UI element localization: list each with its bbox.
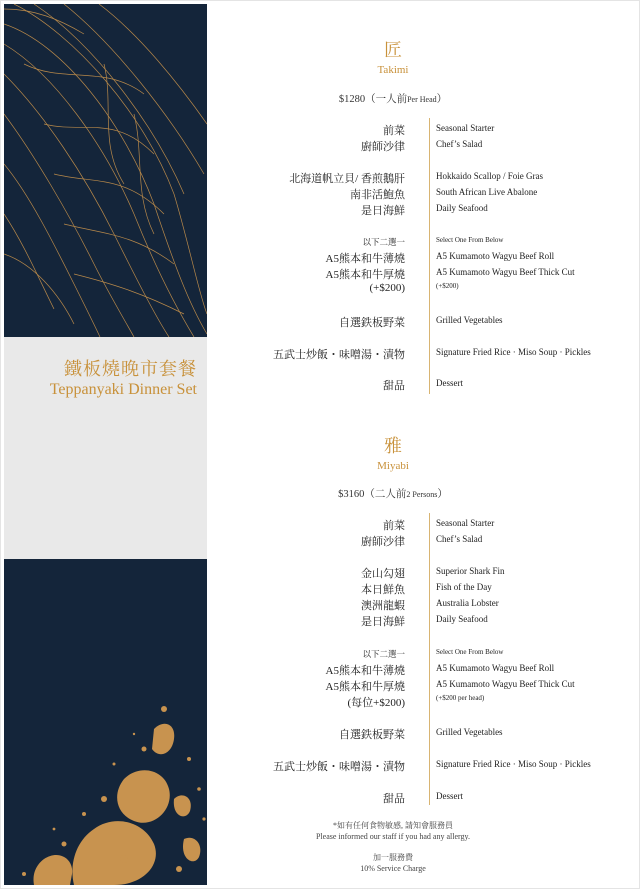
menu-item-surcharge — [207, 694, 640, 710]
menu-item — [207, 122, 640, 138]
menu-item — [207, 533, 640, 549]
menu-choice-header — [207, 646, 640, 662]
takimi-title-english: Takimi — [377, 64, 409, 76]
menu-item — [207, 597, 640, 613]
item-name-chinese: A5熊本和牛厚燒 — [325, 269, 405, 281]
item-name-english: A5 Kumamoto Wagyu Beef Thick Cut — [436, 679, 575, 689]
item-name-chinese: 是日海鮮 — [361, 616, 405, 628]
decorative-side-panel — [4, 4, 207, 885]
item-name-english: Daily Seafood — [436, 203, 488, 213]
item-name-english: Seasonal Starter — [436, 518, 495, 528]
item-name-chinese: 自選鉄板野菜 — [339, 729, 405, 741]
item-name-english: Signature Fried Rice · Miso Soup · Pickles — [436, 347, 591, 357]
item-name-english: Fish of the Day — [436, 582, 492, 592]
set-title-chinese: 鐵板燒晚市套餐 — [64, 359, 197, 379]
menu-item-surcharge — [207, 282, 640, 298]
miyabi-heading — [207, 432, 579, 472]
menu-item — [207, 314, 640, 330]
item-name-english: Chef’s Salad — [436, 534, 483, 544]
miyabi-price — [207, 486, 579, 501]
menu-item — [207, 250, 640, 266]
leaf-line-illustration — [4, 4, 207, 337]
item-name-chinese: 五武士炒飯・味噌湯・漬物 — [273, 349, 405, 361]
allergy-note — [207, 820, 579, 842]
item-name-english: South African Live Abalone — [436, 187, 538, 197]
menu-content — [207, 0, 640, 889]
set-title-panel — [4, 337, 207, 559]
item-name-chinese: 廚師沙律 — [361, 141, 405, 153]
menu-item — [207, 613, 640, 629]
menu-item — [207, 581, 640, 597]
item-name-chinese: 金山勾翅 — [361, 568, 405, 580]
surcharge-chinese: (每位+$200) — [347, 697, 405, 709]
takimi-title-chinese: 匠 — [384, 40, 402, 60]
item-name-chinese: A5熊本和牛薄燒 — [325, 253, 405, 265]
item-name-english: Superior Shark Fin — [436, 566, 505, 576]
surcharge-chinese: (+$200) — [369, 282, 405, 294]
menu-item — [207, 678, 640, 694]
menu-item — [207, 186, 640, 202]
item-name-english: A5 Kumamoto Wagyu Beef Roll — [436, 663, 555, 673]
menu-item — [207, 377, 640, 393]
menu-item — [207, 517, 640, 533]
choice-header-chinese: 以下二選一 — [362, 237, 405, 247]
item-name-chinese: 南非活鮑魚 — [350, 189, 405, 201]
item-name-chinese: 甜品 — [383, 793, 405, 805]
menu-item — [207, 346, 640, 362]
surcharge-english: (+$200 per head) — [436, 694, 485, 702]
item-name-english: Australia Lobster — [436, 598, 499, 608]
item-name-english: Grilled Vegetables — [436, 315, 503, 325]
choice-header-chinese: 以下二選一 — [362, 649, 405, 659]
miyabi-price-close: ） — [437, 489, 448, 500]
set-title-english: Teppanyaki Dinner Set — [49, 381, 197, 398]
gold-splatter-illustration — [4, 559, 207, 885]
item-name-english: Signature Fried Rice · Miso Soup · Pickles — [436, 759, 591, 769]
miyabi-price-unit: 2 Persons — [406, 490, 438, 499]
menu-item — [207, 790, 640, 806]
service-charge-english: 10% Service Charge — [360, 864, 426, 873]
allergy-note-english: Please informed our staff if you had any allergy. — [315, 832, 471, 841]
surcharge-english: (+$200) — [436, 282, 459, 290]
item-name-chinese: 前菜 — [383, 125, 405, 137]
item-name-english: A5 Kumamoto Wagyu Beef Thick Cut — [436, 267, 575, 277]
menu-item — [207, 202, 640, 218]
takimi-price — [207, 91, 579, 106]
miyabi-title-chinese: 雅 — [384, 436, 402, 456]
item-name-chinese: A5熊本和牛厚燒 — [325, 681, 405, 693]
menu-item — [207, 138, 640, 154]
menu-item — [207, 565, 640, 581]
item-name-chinese: 本日鮮魚 — [361, 584, 405, 596]
gold-leaf-artwork — [4, 4, 207, 337]
item-name-english: Hokkaido Scallop / Foie Gras — [436, 171, 543, 181]
miyabi-price-amount: $3160（二人前 — [338, 489, 407, 500]
takimi-price-amount: $1280（一人前 — [338, 94, 408, 105]
item-name-chinese: 北海道帆立貝/ 香煎鵝肝 — [289, 173, 405, 185]
item-name-english: Dessert — [436, 791, 463, 801]
service-charge-chinese: 加一服務費 — [373, 853, 413, 862]
item-name-chinese: 五武士炒飯・味噌湯・漬物 — [273, 761, 405, 773]
item-name-chinese: 前菜 — [383, 520, 405, 532]
item-name-english: A5 Kumamoto Wagyu Beef Roll — [436, 251, 555, 261]
item-name-chinese: A5熊本和牛薄燒 — [325, 665, 405, 677]
item-name-chinese: 自選鉄板野菜 — [339, 317, 405, 329]
allergy-note-chinese: *如有任何食物敏感, 請知會服務員 — [333, 821, 453, 830]
takimi-price-close: ） — [436, 94, 448, 105]
item-name-chinese: 是日海鮮 — [361, 205, 405, 217]
choice-header-english: Select One From Below — [436, 648, 504, 656]
item-name-english: Grilled Vegetables — [436, 727, 503, 737]
item-name-chinese: 澳洲龍蝦 — [361, 600, 405, 612]
item-name-english: Chef’s Salad — [436, 139, 483, 149]
gold-splatter-artwork — [4, 559, 207, 885]
item-name-english: Daily Seafood — [436, 614, 488, 624]
takimi-heading — [207, 36, 579, 76]
choice-header-english: Select One From Below — [436, 236, 504, 244]
menu-item — [207, 726, 640, 742]
takimi-price-unit: Per Head — [407, 95, 437, 104]
menu-item — [207, 170, 640, 186]
item-name-english: Dessert — [436, 378, 463, 388]
menu-choice-header — [207, 234, 640, 250]
item-name-chinese: 廚師沙律 — [361, 536, 405, 548]
menu-item — [207, 758, 640, 774]
menu-item — [207, 266, 640, 282]
miyabi-title-english: Miyabi — [377, 460, 409, 472]
item-name-english: Seasonal Starter — [436, 123, 495, 133]
service-charge-note — [207, 852, 579, 874]
menu-item — [207, 662, 640, 678]
item-name-chinese: 甜品 — [383, 380, 405, 392]
